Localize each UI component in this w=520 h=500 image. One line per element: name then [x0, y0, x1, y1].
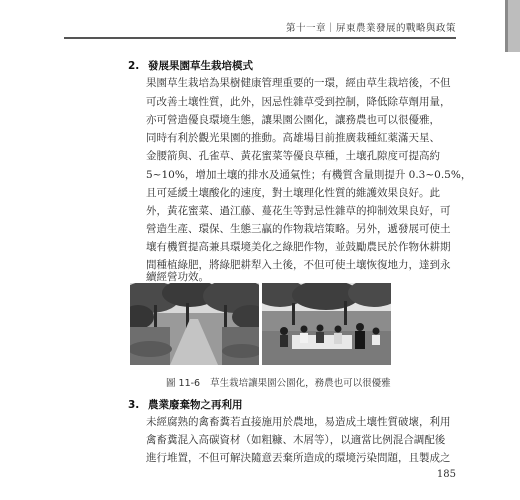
section-2-line: 金腰箭與、孔雀草、黃花蜜菜等優良草種，土壤孔隙度可提高約	[146, 150, 440, 162]
section-2-line: 間種植綠肥，將綠肥耕犁入土後，不但可使土壤恢復地力，達到永	[146, 259, 451, 271]
section-2-line: 且可延緩土壤酸化的速度，對土壤理化性質的維護效果良好。此	[146, 187, 440, 199]
running-header: 第十一章｜屏東農業發展的戰略與政策	[285, 23, 456, 34]
section-2-line: 5~10%，增加土壤的排水及通氣性；有機質含量則提升 0.3~0.5%，	[146, 169, 472, 181]
orchard-picnic-photo	[262, 283, 391, 365]
section-3-line: 未經腐熟的禽畜糞若直接施用於農地，易造成土壤性質破壞，利用	[146, 416, 451, 428]
header-rule	[64, 37, 456, 39]
section-3-title: 農業廢棄物之再利用	[148, 399, 243, 411]
section-2-number: 2.	[128, 60, 140, 72]
section-2-line: 營造生產、環保、生態三贏的作物栽培策略。另外，遞發展可使土	[146, 223, 451, 235]
section-3-line: 禽畜糞混入高碳資材（如粗糠、木屑等），以適當比例混合調配後	[146, 434, 446, 446]
section-2-heading	[128, 58, 253, 73]
section-2-line: 亦可營造優良環境生態，讓果園公園化，讓務農也可以很優雅，	[146, 114, 440, 126]
page-number: 185	[436, 469, 456, 480]
section-2-line: 同時有利於觀光果園的推動。高雄場目前推廣栽種紅薬滿天星、	[146, 132, 440, 144]
section-2-line: 外，黃花蜜菜、過江藤、蔓花生等對忌性雜草的抑制效果良好，可	[146, 205, 451, 217]
section-2-line: 壤有機質提高兼具環境美化之綠肥作物，並鼓勵農民於作物休耕期	[146, 241, 451, 253]
section-2-line: 可改善土壤性質，此外，因忌性雜草受到控制，降低除草劑用量，	[146, 96, 451, 108]
figure-caption	[166, 375, 391, 389]
figure-number: 圖 11-6	[166, 378, 201, 389]
figure-caption-text: 草生栽培讓果園公園化，務農也可以很優雅	[210, 378, 391, 389]
section-2-line: 果園草生栽培為果樹健康管理重要的一環，經由草生栽培後，不但	[146, 77, 451, 89]
section-3-line: 進行堆置，不但可解決隨意丟棄所造成的環境污染問題，且製成之	[146, 452, 451, 464]
page-edge-rule	[505, 0, 508, 52]
section-3-number: 3.	[128, 399, 140, 411]
orchard-path-photo	[130, 283, 259, 365]
section-2-title: 發展果園草生栽培模式	[148, 60, 253, 72]
section-2-line: 續經營功效。	[146, 271, 209, 283]
section-3-heading	[128, 397, 243, 412]
